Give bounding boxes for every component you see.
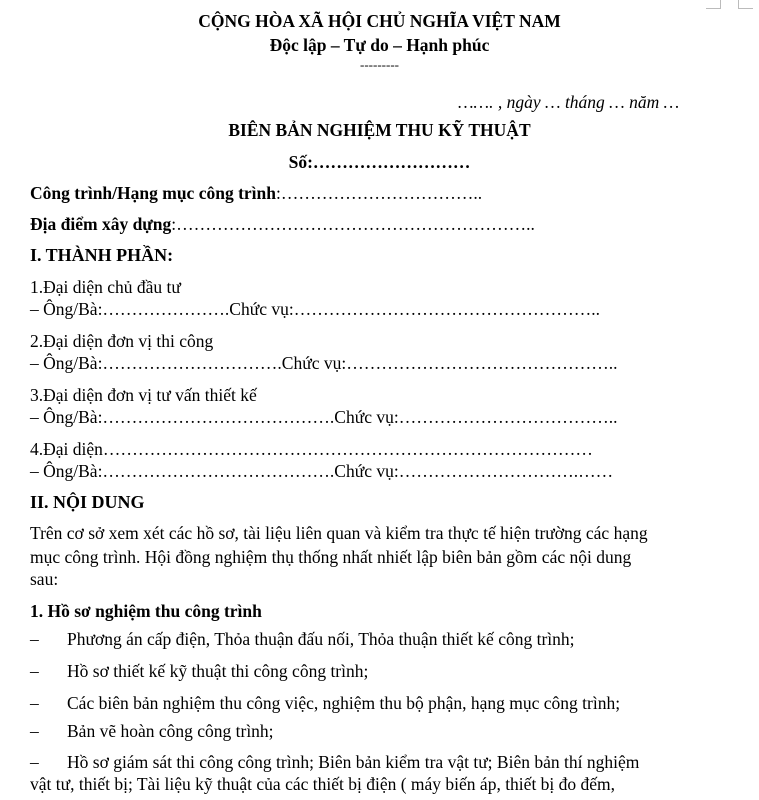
page-corner-mark-right bbox=[738, 0, 753, 9]
bullet-text-2: Hồ sơ thiết kế kỹ thuật thi công công trình; bbox=[67, 661, 369, 681]
date-line: ……. , ngày … tháng … năm … bbox=[458, 92, 680, 112]
bullet-text-5: Hồ sơ giám sát thi công công trình; Biên bản kiểm tra vật tư; Biên bản thí nghiệm bbox=[67, 752, 640, 772]
party-1-title: 1.Đại diện chủ đầu tư bbox=[30, 277, 181, 297]
bullet-dash: – bbox=[30, 629, 39, 649]
intro-line-1: Trên cơ sở xem xét các hồ sơ, tài liệu liên quan và kiểm tra thực tế hiện trường các hạng bbox=[30, 523, 648, 543]
party-2-title: 2.Đại diện đơn vị thi công bbox=[30, 331, 214, 351]
bullet-text-3: Các biên bản nghiệm thu công việc, nghiệm thu bộ phận, hạng mục công trình; bbox=[67, 693, 621, 713]
bullet-text-1: Phương án cấp điện, Thỏa thuận đấu nối, Thỏa thuận thiết kế công trình; bbox=[67, 629, 575, 649]
party-3-person: – Ông/Bà:………………………………….Chức vụ:……………………………….. bbox=[30, 407, 618, 427]
party-2-person: – Ông/Bà:………………………….Chức vụ:……………………………………….. bbox=[30, 353, 618, 373]
nation-heading: CỘNG HÒA XÃ HỘI CHỦ NGHĨA VIỆT NAM bbox=[198, 11, 561, 31]
location-fill: :…………………………………………………….. bbox=[171, 214, 535, 234]
bullet-dash: – bbox=[30, 721, 39, 741]
page-corner-mark-left bbox=[706, 0, 721, 9]
bullet-dash: – bbox=[30, 661, 39, 681]
party-3-title: 3.Đại diện đơn vị tư vấn thiết kế bbox=[30, 385, 257, 405]
party-4-person: – Ông/Bà:………………………………….Chức vụ:………………………….…… bbox=[30, 461, 614, 481]
intro-line-2: mục công trình. Hội đồng nghiệm thụ thống nhất nhiết lập biên bản gồm các nội dung bbox=[30, 547, 632, 567]
motto: Độc lập – Tự do – Hạnh phúc bbox=[269, 35, 490, 55]
bullet-dash: – bbox=[30, 752, 39, 772]
project-fill: :…………………………….. bbox=[276, 183, 483, 203]
party-4-title: 4.Đại diện………………………………………………………………………… bbox=[30, 439, 593, 459]
party-1-person: – Ông/Bà:………………….Chức vụ:…………………………………………….. bbox=[30, 299, 600, 319]
subsection-heading: 1. Hồ sơ nghiệm thu công trình bbox=[30, 601, 262, 621]
bullet-continuation: vật tư, thiết bị; Tài liệu kỹ thuật của các thiết bị điện ( máy biến áp, thiết bị đo đếm, bbox=[30, 774, 616, 794]
bullet-dash: – bbox=[30, 693, 39, 713]
location-line bbox=[30, 213, 535, 235]
document-number: Số:……………………… bbox=[288, 152, 471, 172]
header-divider: --------- bbox=[360, 57, 399, 72]
location-label: Địa điểm xây dựng bbox=[30, 214, 172, 234]
section-2-heading: II. NỘI DUNG bbox=[30, 492, 145, 512]
document-title: BIÊN BẢN NGHIỆM THU KỸ THUẬT bbox=[228, 120, 531, 140]
bullet-text-4: Bản vẽ hoàn công công trình; bbox=[67, 721, 274, 741]
project-label: Công trình/Hạng mục công trình bbox=[30, 183, 276, 203]
intro-line-3: sau: bbox=[30, 569, 59, 589]
section-1-heading: I. THÀNH PHẦN: bbox=[30, 245, 174, 265]
project-line bbox=[30, 182, 482, 204]
